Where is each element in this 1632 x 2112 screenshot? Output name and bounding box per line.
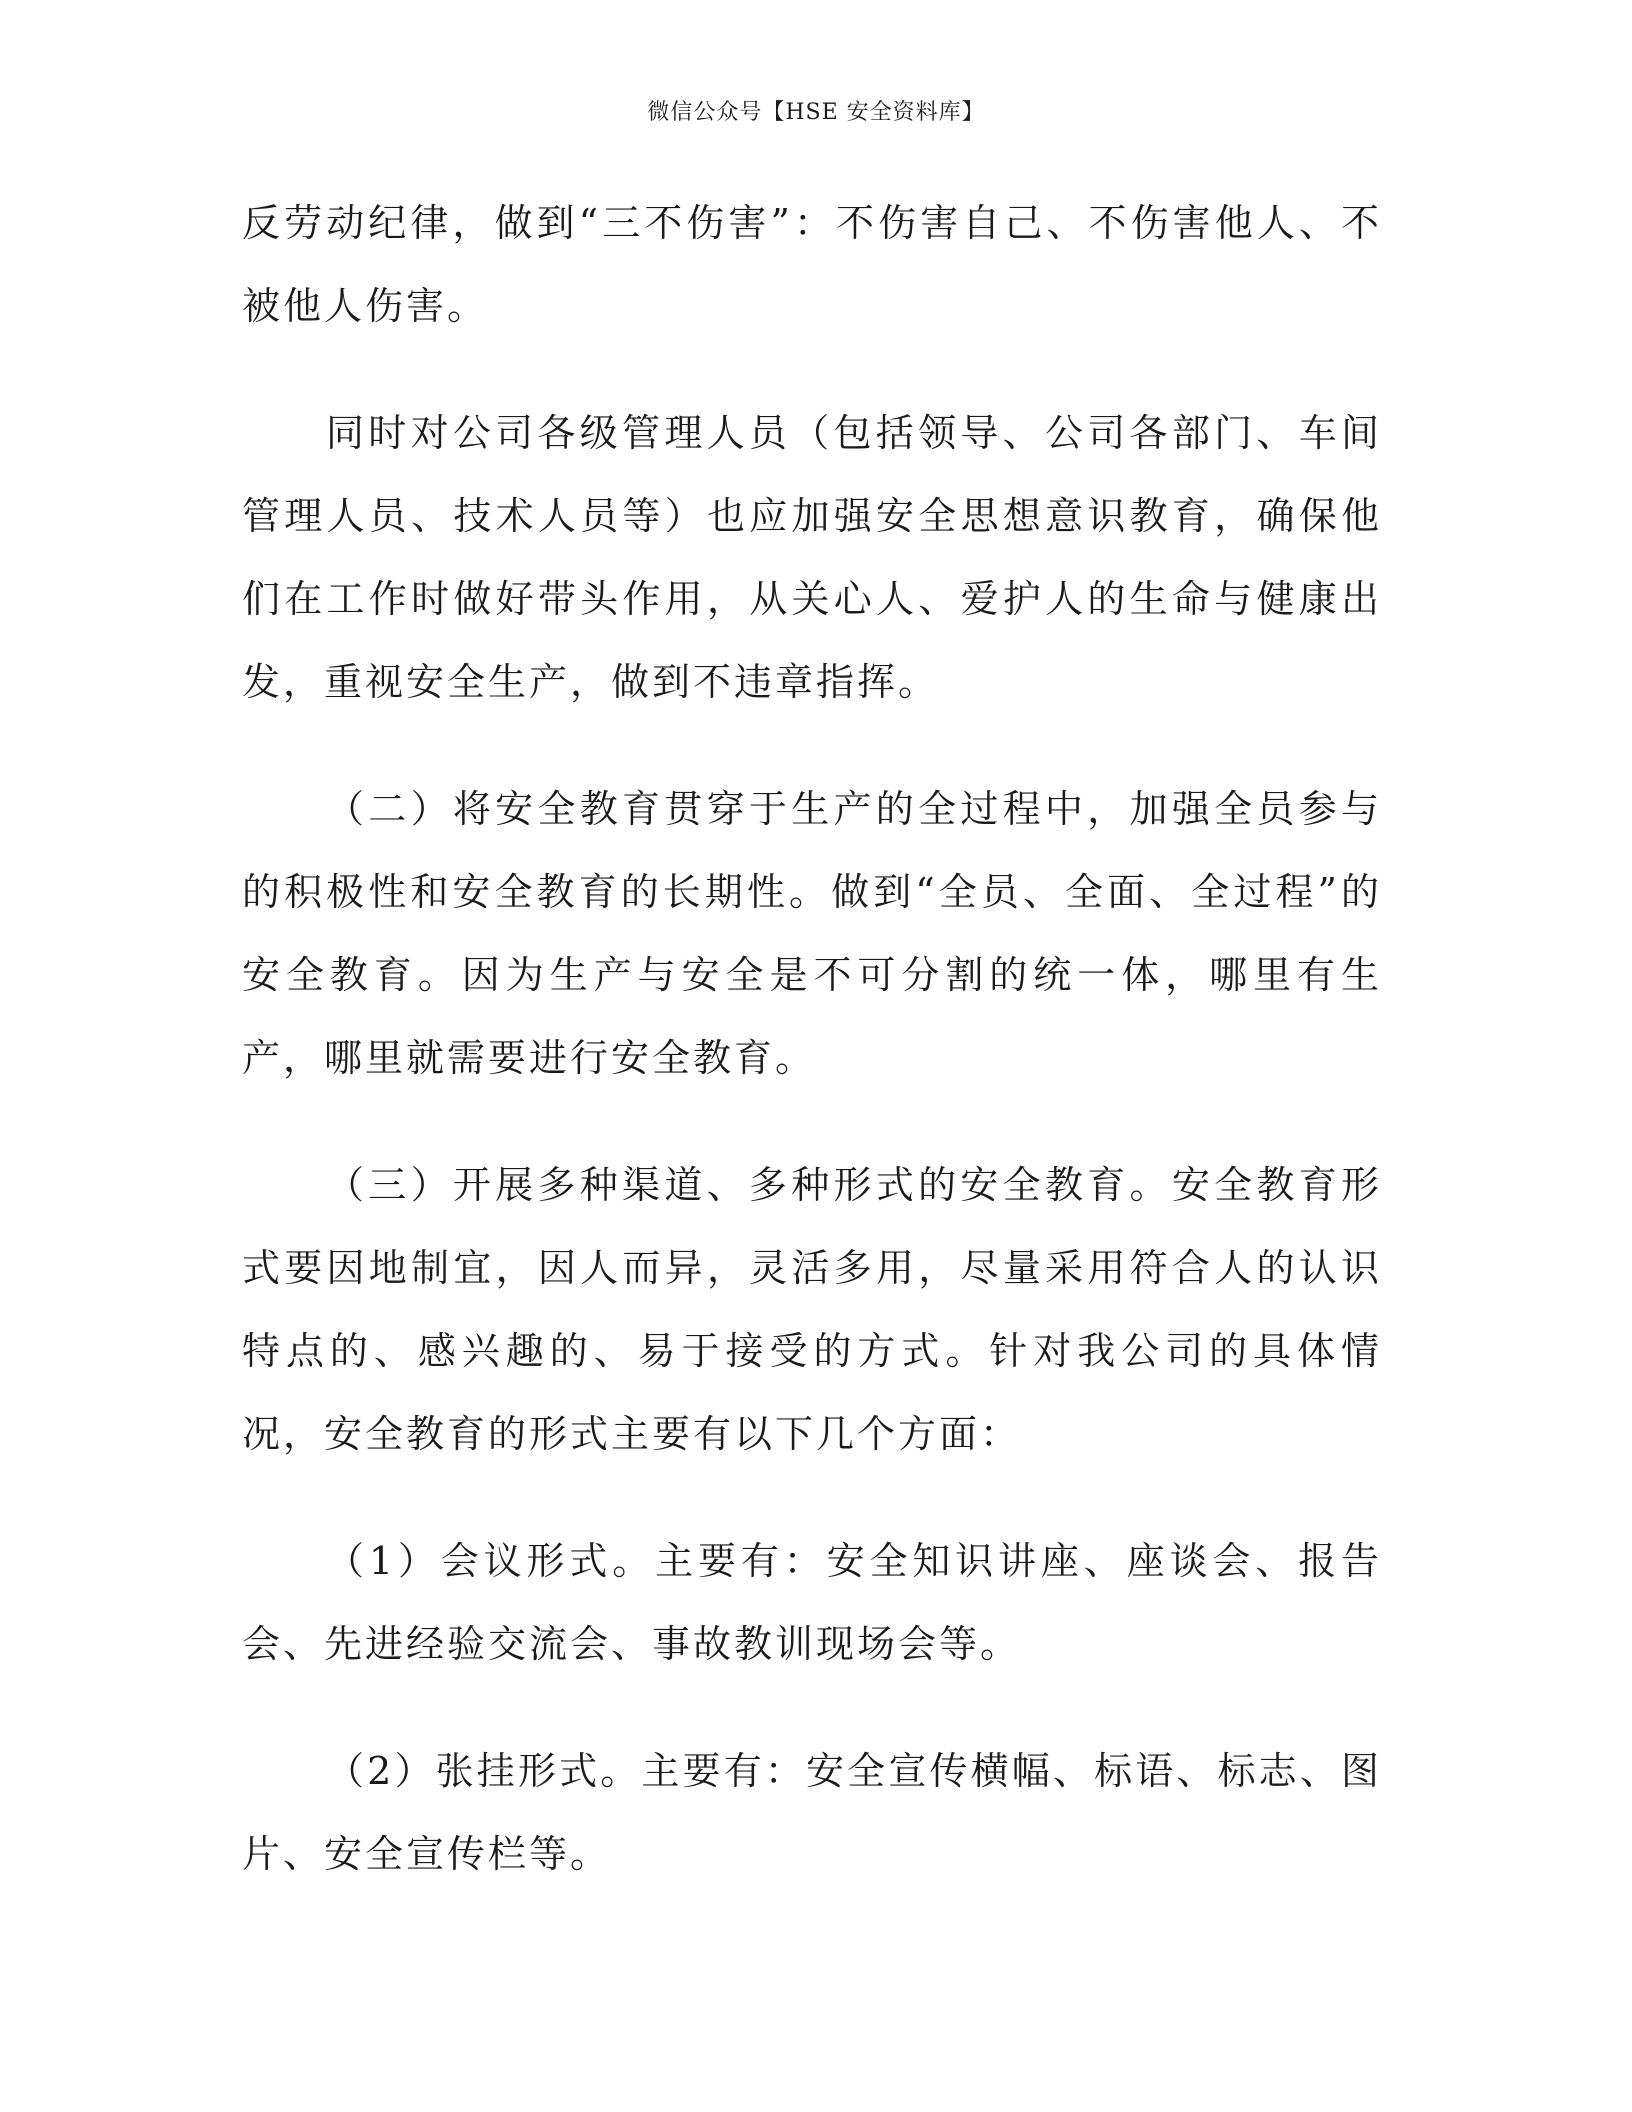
paragraph-continuation: 反劳动纪律，做到“三不伤害”：不伤害自己、不伤害他人、不被他人伤害。 (242, 201, 1382, 328)
paragraph-item-2-posters: （2）张挂形式。主要有：安全宣传横幅、标语、标志、图片、安全宣传栏等。 (242, 1749, 1382, 1876)
paragraph-item-1-meetings: （1）会议形式。主要有：安全知识讲座、座谈会、报告会、先进经验交流会、事故教训现场会等。 (242, 1539, 1382, 1666)
paragraph-section-three: （三）开展多种渠道、多种形式的安全教育。安全教育形式要因地制宜，因人而异，灵活多用，尽量采用符合人的认识特点的、感兴趣的、易于接受的方式。针对我公司的具体情况，安全教育的形式主要有以下几个方面： (242, 1163, 1382, 1456)
page-header: 微信公众号【HSE 安全资料库】 (647, 100, 985, 125)
paragraph-section-two: （二）将安全教育贯穿于生产的全过程中，加强全员参与的积极性和安全教育的长期性。做到“全员、全面、全过程”的安全教育。因为生产与安全是不可分割的统一体，哪里有生产，哪里就需要进行安全教育。 (242, 787, 1382, 1080)
document-body (242, 182, 1382, 1940)
paragraph-managers-education: 同时对公司各级管理人员（包括领导、公司各部门、车间管理人员、技术人员等）也应加强安全思想意识教育，确保他们在工作时做好带头作用，从关心人、爱护人的生命与健康出发，重视安全生产，做到不违章指挥。 (242, 411, 1382, 704)
